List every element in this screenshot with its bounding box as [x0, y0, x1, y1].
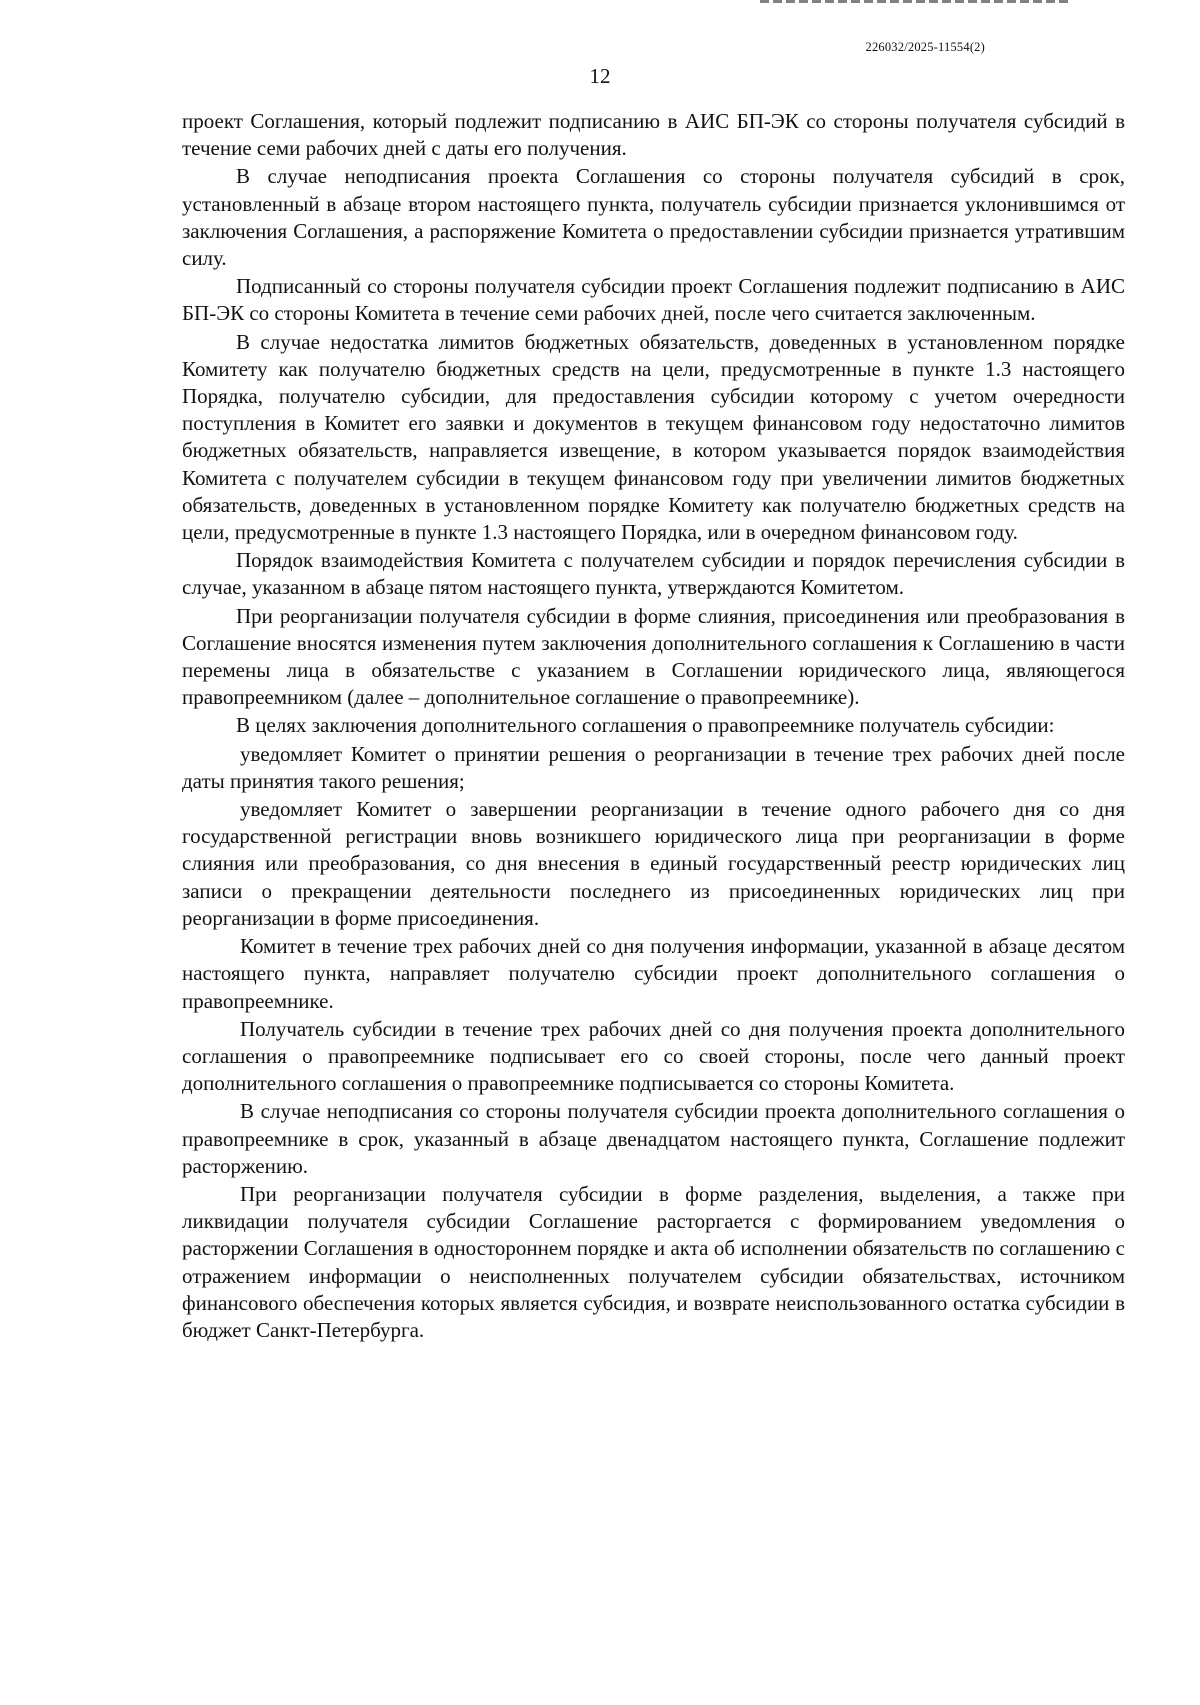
document-body: [182, 108, 1125, 1345]
paragraph-1: проект Соглашения, который подлежит подписанию в АИС БП-ЭК со стороны получателя субсидий в течение семи рабочих дней с даты его получения.: [182, 109, 1125, 161]
paragraph-12: В случае неподписания со стороны получателя субсидии проекта дополнительного соглашения о правопреемнике в срок, указанный в абзаце двенадцатом настоящего пункта, Соглашение подлежит расторжению.: [182, 1099, 1125, 1178]
paragraph-13: При реорганизации получателя субсидии в форме разделения, выделения, а также при ликвидации получателя субсидии Соглашение расторгается с формированием уведомления о расторжении Соглашения в одностороннем порядке и акта об исполнении обязательств по соглашению с отражением информации о неисполненных получателем субсидии обязательствах, источником финансового обеспечения которых является субсидия, и возврате неиспользованного остатка субсидии в бюджет Санкт-Петербурга.: [182, 1181, 1125, 1342]
page-number: 12: [589, 64, 611, 88]
scan-artifact-line: [760, 0, 1070, 3]
paragraph-11: Получатель субсидии в течение трех рабочих дней со дня получения проекта дополнительного соглашения о правопреемнике подписывает его со своей стороны, после чего данный проект дополнительного соглашения о правопреемнике подписывается со стороны Комитета.: [182, 1016, 1125, 1096]
paragraph-10: Комитет в течение трех рабочих дней со дня получения информации, указанной в абзаце десятом настоящего пункта, направляет получателю субсидии проект дополнительного соглашения о правопреемнике.: [182, 934, 1125, 1013]
paragraph-5: Порядок взаимодействия Комитета с получателем субсидии и порядок перечисления субсидии в случае, указанном в абзаце пятом настоящего пункта, утверждаются Комитетом.: [182, 548, 1125, 600]
paragraph-8: уведомляет Комитет о принятии решения о реорганизации в течение трех рабочих дней после даты принятия такого решения;: [182, 741, 1125, 793]
paragraph-7: В целях заключения дополнительного соглашения о правопреемнике получатель субсидии:: [236, 713, 1055, 738]
paragraph-6: При реорганизации получателя субсидии в форме слияния, присоединения или преобразования в Соглашение вносятся изменения путем заключения дополнительного соглашения к Соглашению в части перемены лица в обязательстве с указанием в Соглашении юридического лица, являющегося правопреемником (далее – дополнительное соглашение о правопреемнике).: [182, 603, 1125, 710]
paragraph-4: В случае недостатка лимитов бюджетных обязательств, доведенных в установленном порядке Комитету как получателю бюджетных средств на цели, предусмотренные в пункте 1.3 настоящего Порядка, получателю субсидии, для предоставления субсидии которому с учетом очередности поступления в Комитет его заявки и документов в текущем финансовом году недостаточно лимитов бюджетных обязательств, направляется извещение, в котором указывается порядок взаимодействия Комитета с получателем субсидии в текущем финансовом году при увеличении лимитов бюджетных обязательств, доведенных в установленном порядке Комитету как получателю бюджетных средств на цели, предусмотренные в пункте 1.3 настоящего Порядка, или в очередном финансовом году.: [182, 329, 1125, 545]
paragraph-3: Подписанный со стороны получателя субсидии проект Соглашения подлежит подписанию в АИС БП-ЭК со стороны Комитета в течение семи рабочих дней, после чего считается заключенным.: [182, 274, 1125, 326]
paragraph-2: В случае неподписания проекта Соглашения со стороны получателя субсидий в срок, установленный в абзаце втором настоящего пункта, получатель субсидии признается уклонившимся от заключения Соглашения, а распоряжение Комитета о предоставлении субсидии признается утратившим силу.: [182, 164, 1125, 271]
paragraph-9: уведомляет Комитет о завершении реорганизации в течение одного рабочего дня со дня государственной регистрации вновь возникшего юридического лица при реорганизации в форме слияния или преобразования, со дня внесения в единый государственный реестр юридических лиц записи о прекращении деятельности последнего из присоединенных юридических лиц при реорганизации в форме присоединения.: [182, 797, 1125, 930]
document-registration-number: 226032/2025-11554(2): [865, 40, 985, 54]
